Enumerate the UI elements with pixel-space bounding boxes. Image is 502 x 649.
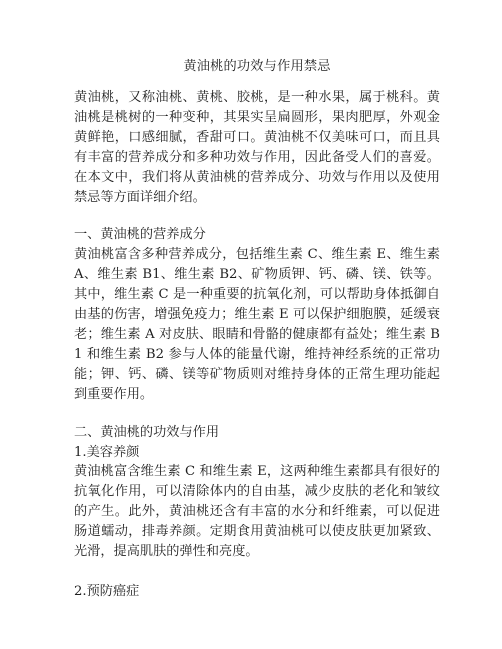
subheading-cancer-prevention: 2.预防癌症 bbox=[74, 583, 140, 599]
section-heading-nutrition: 一、黄油桃的营养成分 bbox=[74, 227, 206, 243]
paragraph-spacer bbox=[74, 405, 440, 423]
paragraph-spacer bbox=[74, 562, 440, 582]
intro-paragraph: 黄油桃，又称油桃、黄桃、胶桃，是一种水果，属于桃科。黄油桃是桃树的一种变种，其果实呈扁圆形，果肉肥厚，外观金黄鲜艳，口感细腻，香甜可口。黄油桃不仅美味可口，而且具有丰富的营养成分和多种功效与作用，因此备受人们的喜爱。在本文中，我们将从黄油桃的营养成分、功效与作用以及使用禁忌等方面详细介绍。 bbox=[74, 90, 440, 205]
subheading-beauty: 1.美容养颜 bbox=[74, 444, 140, 460]
paragraph-spacer bbox=[74, 207, 440, 225]
section-heading-effects: 二、黄油桃的功效与作用 bbox=[74, 424, 220, 440]
beauty-paragraph: 黄油桃富含维生素 C 和维生素 E，这两种维生素都具有很好的抗氧化作用，可以清除体内的自由基，减少皮肤的老化和皱纹的产生。此外，黄油桃还含有丰富的水分和纤维素，可以促进肠道蠕动，排毒养颜。定期食用黄油桃可以使皮肤更加紧致、光滑，提高肌肤的弹性和亮度。 bbox=[74, 464, 440, 560]
nutrition-paragraph: 黄油桃富含多种营养成分，包括维生素 C、维生素 E、维生素 A、维生素 B1、维生素 B2、矿物质钾、钙、磷、镁、铁等。其中，维生素 C 是一种重要的抗氧化剂，可以帮助身体抵御自由基的伤害，增强免疫力；维生素 E 可以保护细胞膜，延缓衰老；维生素 A 对皮肤、眼睛和骨骼的健康都有益处；维生素 B1 和维生素 B2 参与人体的能量代谢，维持神经系统的正常功能；钾、钙、磷、镁等矿物质则对维持身体的正常生理功能起到重要作用。 bbox=[74, 247, 440, 402]
document-title: 黄油桃的功效与作用禁忌 bbox=[183, 59, 331, 74]
